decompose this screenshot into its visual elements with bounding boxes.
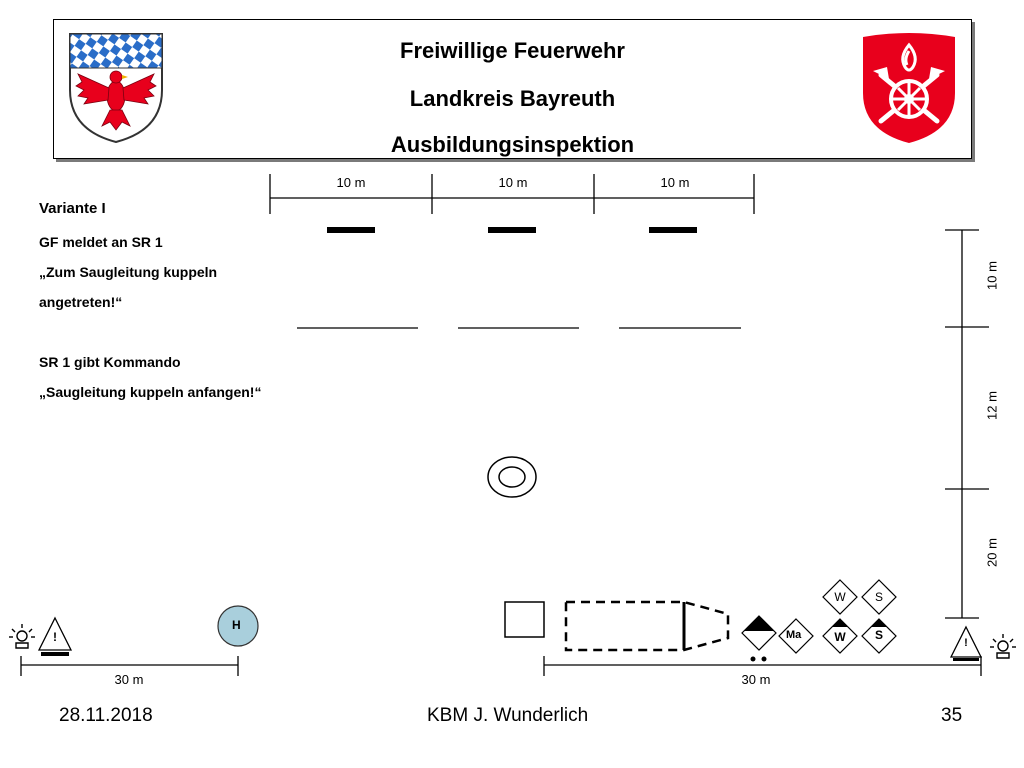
warning-light-right-icon xyxy=(990,634,1016,658)
water-troop-leader-label: W xyxy=(834,590,846,604)
top-measure-3: 10 m xyxy=(660,175,690,190)
position-marker-1 xyxy=(327,227,375,233)
water-troop-member-label: W xyxy=(834,630,846,644)
position-marker-3 xyxy=(649,227,697,233)
footer-page-number: 35 xyxy=(941,705,963,726)
top-measure-1: 10 m xyxy=(336,175,366,190)
top-measure-2: 10 m xyxy=(498,175,528,190)
right-measure-1: 10 m xyxy=(984,261,1000,290)
group-leader-icon xyxy=(742,616,776,662)
instruction-line-1: GF meldet an SR 1 xyxy=(39,234,163,250)
right-measure-2: 12 m xyxy=(984,391,1000,420)
header-title-line1: Freiwillige Feuerwehr xyxy=(400,38,625,63)
instruction-line-4: SR 1 gibt Kommando xyxy=(39,354,181,370)
water-source-icon xyxy=(488,457,536,497)
hydrant-label: H xyxy=(232,618,241,632)
footer-author: KBM J. Wunderlich xyxy=(427,705,589,726)
position-marker-2 xyxy=(488,227,536,233)
fire-engine-icon xyxy=(566,602,728,650)
instruction-line-2: „Zum Saugleitung kuppeln xyxy=(39,264,218,280)
hose-troop-leader-label: S xyxy=(874,590,883,604)
hose-troop-member-label: S xyxy=(874,628,883,642)
machinist-label: Ma xyxy=(786,629,802,641)
instruction-line-3: angetreten!“ xyxy=(39,294,123,310)
header-title-line2: Landkreis Bayreuth xyxy=(409,86,616,111)
warning-triangle-right-mark: ! xyxy=(964,637,968,649)
header-title-line3: Ausbildungsinspektion xyxy=(390,132,635,157)
bottom-right-measure: 30 m xyxy=(741,672,771,687)
right-measure-3: 20 m xyxy=(984,538,1000,567)
warning-triangle-left-mark: ! xyxy=(53,630,57,644)
variant-label: Variante I xyxy=(39,200,106,217)
bottom-left-measure: 30 m xyxy=(114,672,144,687)
warning-light-left-icon xyxy=(9,624,35,648)
equipment-box-icon xyxy=(505,602,544,637)
instruction-line-5: „Saugleitung kuppeln anfangen!“ xyxy=(39,384,262,400)
footer-date: 28.11.2018 xyxy=(59,705,153,726)
